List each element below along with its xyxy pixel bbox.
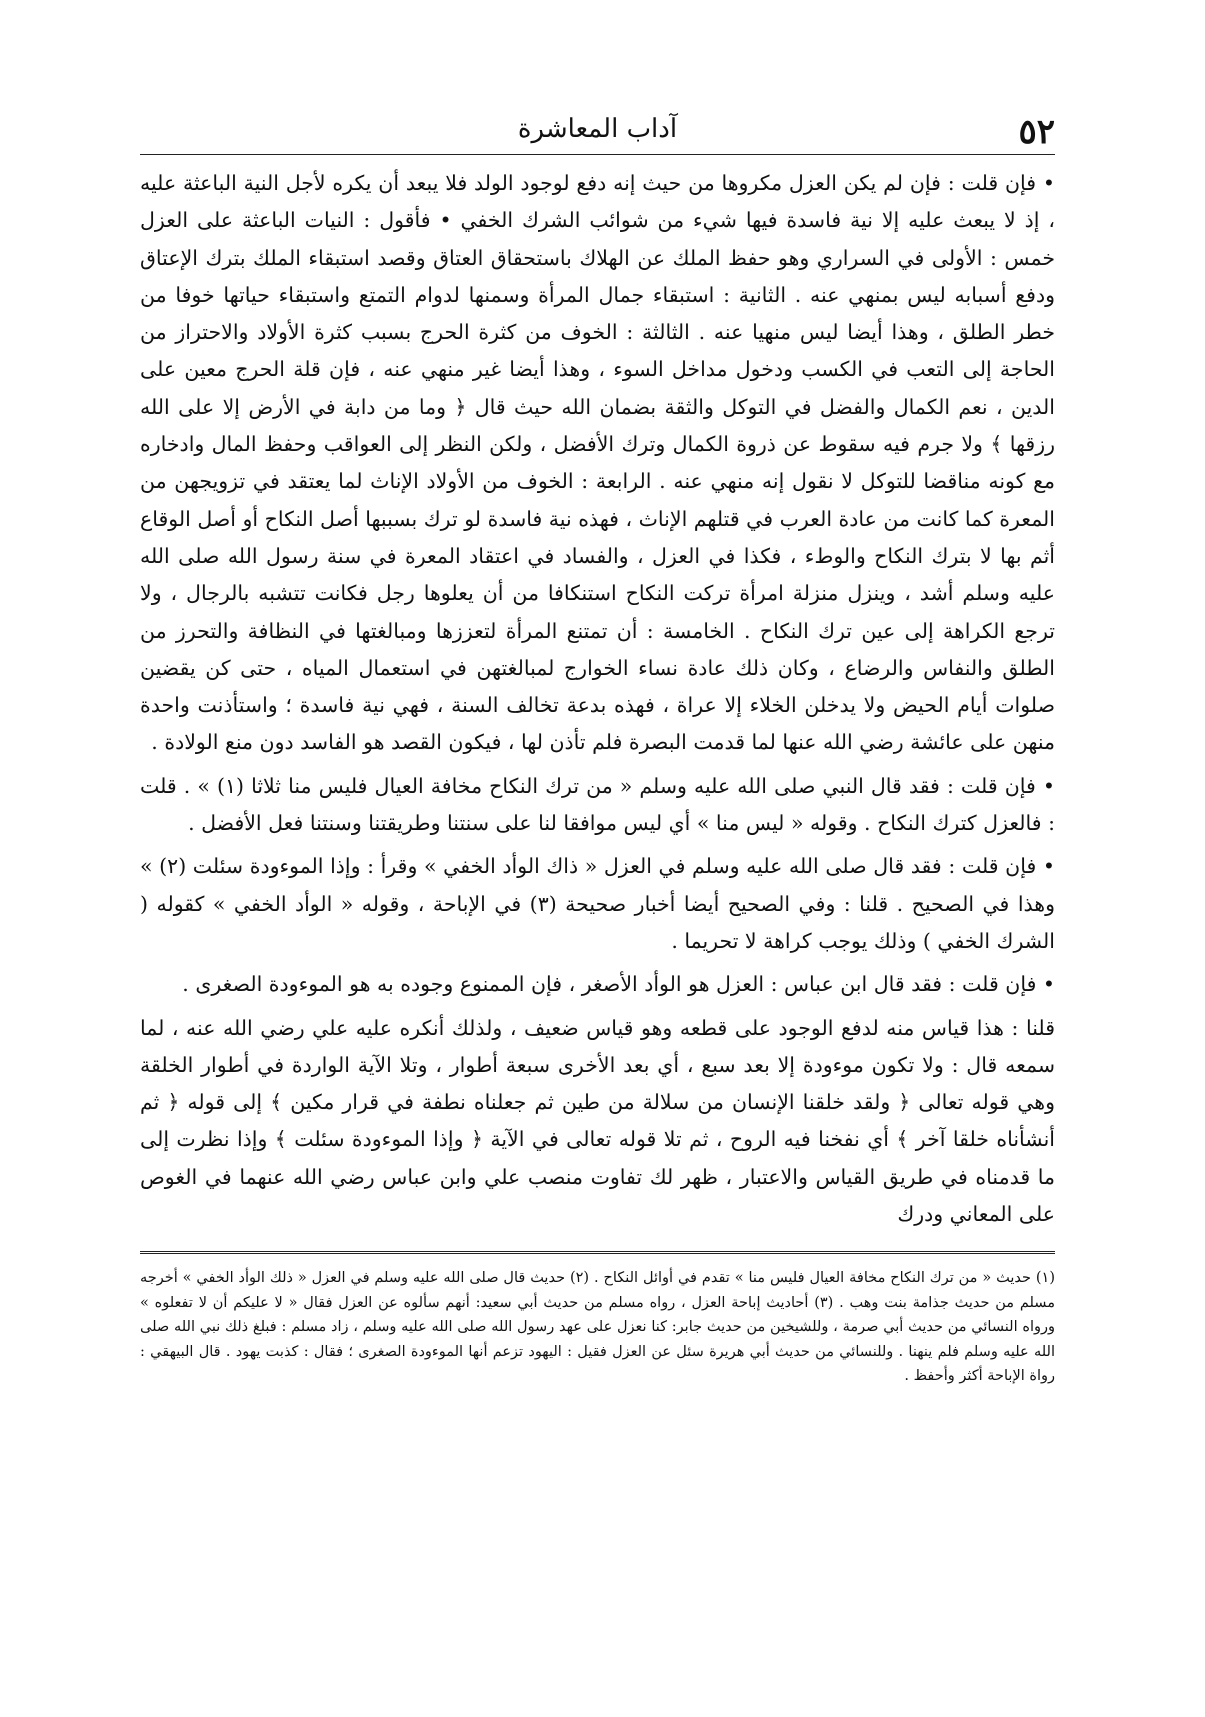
paragraph-hidden-burial: • فإن قلت : فقد قال صلى الله عليه وسلم في العزل « ذاك الوأد الخفي » وقرأ : وإذا الموءودة سئلت (٢) » وهذا في الصحيح . قلنا : وفي الصحيح أيضا أخبار صحيحة (٣) في الإباحة ، وقوله « الوأد الخفي » كقوله ( الشرك الخفي ) وذلك يوجب كراهة لا تحريما . (140, 854, 1055, 953)
paragraph-reply: قلنا : هذا قياس منه لدفع الوجود على قطعه وهو قياس ضعيف ، ولذلك أنكره عليه علي رضي الله عنه ، لما سمعه قال : ولا تكون موءودة إلا بعد سبع ، أي بعد الأخرى سبعة أطوار ، وتلا الآية الواردة في أطوار الخلقة وهي قوله تعالى ﴿ ولقد خلقنا الإنسان من سلالة من طين ثم جعلناه نطفة في قرار مكين ﴾ إلى قوله ﴿ ثم أنشأناه خلقا آخر ﴾ أي نفخنا فيه الروح ، ثم تلا قوله تعالى في الآية ﴿ وإذا الموءودة سئلت ﴾ وإذا نظرت إلى ما قدمناه في طريق القياس والاعتبار ، ظهر لك تفاوت منصب علي وابن عباس رضي الله عنهما في الغوص على المعاني ودرك (140, 1015, 1055, 1227)
paragraph-ibn-abbas: • فإن قلت : فقد قال ابن عباس : العزل هو الوأد الأصغر ، فإن الممنوع وجوده به هو الموءودة الصغرى . (182, 972, 1055, 997)
main-text (140, 165, 1055, 1233)
page-header (140, 108, 1055, 155)
footnote-divider (140, 1251, 1055, 1254)
footnotes (140, 1266, 1055, 1389)
paragraph-intentions: • فإن قلت : فإن لم يكن العزل مكروها من حيث إنه دفع لوجود الولد فلا يبعد أن يكره لأجل النية الباعثة عليه ، إذ لا يبعث عليه إلا نية فاسدة فيها شيء من شوائب الشرك الخفي • فأقول : النيات الباعثة على العزل خمس : الأولى في السراري وهو حفظ الملك عن الهلاك باستحقاق العتاق وقصد استبقاء الملك بترك الإعتاق ودفع أسبابه ليس بمنهي عنه . الثانية : استبقاء جمال المرأة وسمنها لدوام التمتع واستبقاء حياتها خوفا من خطر الطلق ، وهذا أيضا ليس منهيا عنه . الثالثة : الخوف من كثرة الحرج بسبب كثرة الأولاد والاحتراز من الحاجة إلى التعب في الكسب ودخول مداخل السوء ، وهذا أيضا غير منهي عنه ، فإن قلة الحرج معين على الدين ، نعم الكمال والفضل في التوكل والثقة بضمان الله حيث قال ﴿ وما من دابة في الأرض إلا على الله رزقها ﴾ ولا جرم فيه سقوط عن ذروة الكمال وترك الأفضل ، ولكن النظر إلى العواقب وحفظ المال وادخاره مع كونه مناقضا للتوكل لا نقول إنه منهي عنه . الرابعة : الخوف من الأولاد الإناث لما يعتقد في تزويجهن من المعرة كما كانت من عادة العرب في قتلهم الإناث ، فهذه نية فاسدة لو ترك بسببها أصل النكاح أو أصل الوقاع أثم بها لا بترك النكاح والوطء ، فكذا في العزل ، والفساد في اعتقاد المعرة في سنة رسول الله صلى الله عليه وسلم أشد ، وينزل منزلة امرأة تركت النكاح استنكافا من أن يعلوها رجل فكانت تتشبه بالرجال ، ولا ترجع الكراهة إلى عين ترك النكاح . الخامسة : أن تمتنع المرأة لتعززها ومبالغتها في النظافة والتحرز من الطلق والنفاس والرضاع ، وكان ذلك عادة نساء الخوارج لمبالغتهن في استعمال المياه ، حتى كن يقضين صلوات أيام الحيض ولا يدخلن الخلاء إلا عراة ، فهذه بدعة تخالف السنة ، فهي نية فاسدة ؛ واستأذنت واحدة منهن على عائشة رضي الله عنها لما قدمت البصرة فلم تأذن لها ، فيكون القصد هو الفاسد دون منع الولادة . (140, 171, 1055, 755)
paragraph-hadith-marriage: • فإن قلت : فقد قال النبي صلى الله عليه وسلم « من ترك النكاح مخافة العيال فليس منا ثلاثا (١) » . قلت : فالعزل كترك النكاح . وقوله « ليس منا » أي ليس موافقا لنا على سنتنا وطريقتنا وسنتنا فعل الأفضل . (140, 773, 1055, 836)
running-title: آداب المعاشرة (517, 114, 678, 144)
page-number: ٥٢ (1018, 112, 1055, 152)
footnote-text: (١) حديث « من ترك النكاح مخافة العيال فليس منا » تقدم في أوائل النكاح . (٢) حديث قال صلى الله عليه وسلم في العزل « ذلك الوأد الخفي » أخرجه مسلم من حديث جذامة بنت وهب . (٣) أحاديث إباحة العزل ، رواه مسلم من حديث أبي سعيد: أنهم سألوه عن العزل فقال « لا عليكم أن لا تفعلوه » ورواه النسائي من حديث أبي صرمة ، وللشيخين من حديث جابر: كنا نعزل على عهد رسول الله صلى الله عليه وسلم ، زاد مسلم : فبلغ ذلك نبي الله صلى الله عليه وسلم فلم ينهنا . وللنسائي من حديث أبي هريرة سئل عن العزل فقيل : اليهود تزعم أنها الموءودة الصغرى ؛ فقال : كذبت يهود . قال البيهقي : رواة الإباحة أكثر وأحفظ . (140, 1270, 1056, 1385)
